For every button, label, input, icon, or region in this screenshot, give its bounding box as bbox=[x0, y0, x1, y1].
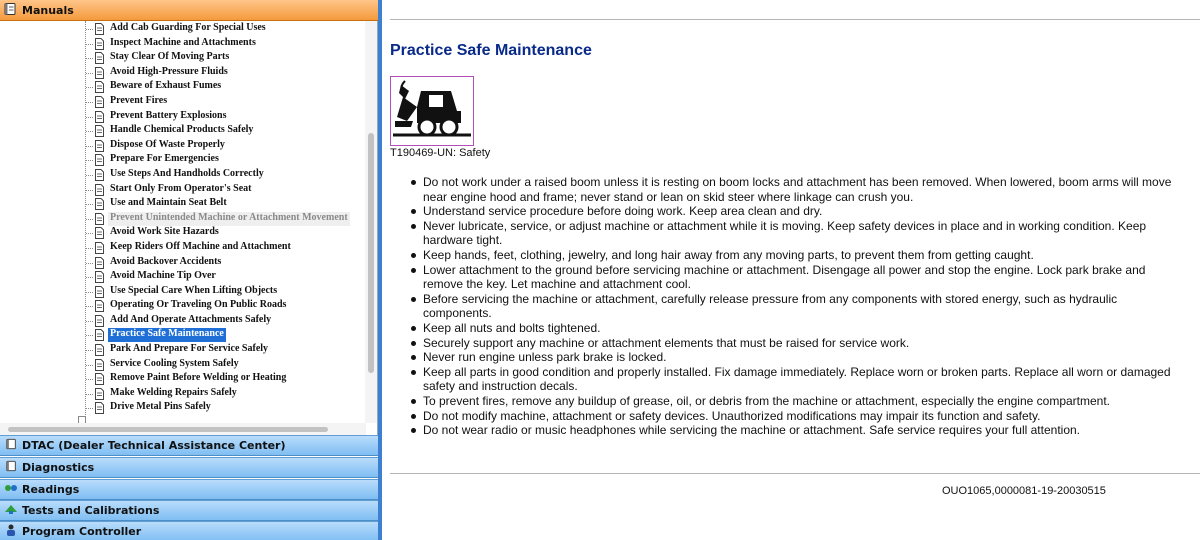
tree-item-label: Prepare For Emergencies bbox=[110, 153, 219, 165]
tree-connector bbox=[86, 29, 93, 30]
tree-item-label: Avoid Machine Tip Over bbox=[110, 270, 216, 282]
tree-item-label: Practice Safe Maintenance bbox=[108, 328, 226, 342]
tree-connector bbox=[86, 87, 93, 88]
figure-caption: T190469-UN: Safety bbox=[390, 147, 491, 159]
tree-item[interactable] bbox=[0, 314, 364, 329]
category-program-controller[interactable] bbox=[0, 521, 378, 540]
tree-item-label: Prevent Battery Explosions bbox=[110, 109, 227, 121]
document-icon bbox=[93, 125, 105, 137]
bullet-item: Keep hands, feet, clothing, jewelry, and long hair away from any moving parts, to prevent them from getting caught. bbox=[406, 248, 1200, 263]
document-icon bbox=[93, 198, 105, 210]
tree-connector bbox=[86, 204, 93, 205]
bullet-item: Never lubricate, service, or adjust machine or attachment while it is moving. Keep safety devices in place and in working condition. Keep bbox=[406, 219, 1200, 234]
tree-item[interactable] bbox=[0, 183, 364, 198]
tree-item[interactable] bbox=[0, 372, 364, 387]
tree-connector bbox=[86, 58, 93, 59]
tree-connector bbox=[86, 394, 93, 395]
bullet-item: Do not modify machine, attachment or safety devices. Unauthorized modifications may impair its function and safety. bbox=[406, 409, 1200, 424]
tree-item[interactable] bbox=[0, 197, 364, 212]
tree-item[interactable] bbox=[0, 285, 364, 300]
tree-connector bbox=[86, 233, 93, 234]
manuals-header-label: Manuals bbox=[22, 3, 74, 17]
tree-item[interactable] bbox=[0, 343, 364, 358]
tree-item[interactable] bbox=[0, 139, 364, 154]
tree-item[interactable] bbox=[0, 387, 364, 402]
document-icon bbox=[93, 23, 105, 35]
tree-item-label: Prevent Fires bbox=[110, 94, 168, 106]
document-icon bbox=[93, 373, 105, 385]
tree-item-list bbox=[0, 22, 364, 416]
tree-item-label: Keep Riders Off Machine and Attachment bbox=[110, 240, 291, 252]
bullet-item: safety and instruction decals. bbox=[423, 379, 578, 394]
document-icon bbox=[93, 257, 105, 269]
tree-item[interactable] bbox=[0, 270, 364, 285]
program-controller-icon bbox=[3, 524, 19, 539]
tree-item-label: Service Cooling System Safely bbox=[110, 357, 239, 369]
document-view bbox=[382, 0, 1200, 540]
tree-connector bbox=[86, 131, 93, 132]
tree-item-label: Add And Operate Attachments Safely bbox=[110, 313, 272, 325]
bullet-item: components. bbox=[423, 306, 492, 321]
bullet-item: To prevent fires, remove any buildup of grease, oil, or debris from the machine or attachment, especially the engine compartment. bbox=[406, 394, 1200, 409]
tree-item[interactable] bbox=[0, 299, 364, 314]
tree-item-label: Add Cab Guarding For Special Uses bbox=[110, 22, 266, 33]
document-icon bbox=[93, 96, 105, 108]
tree-connector bbox=[86, 102, 93, 103]
tree-item[interactable] bbox=[0, 226, 364, 241]
tree-item[interactable] bbox=[0, 212, 364, 227]
bullet-item: Never run engine unless park brake is locked. bbox=[406, 350, 1200, 365]
category-readings[interactable] bbox=[0, 479, 378, 500]
maintenance-bullet-list bbox=[406, 175, 1200, 438]
horizontal-scroll-thumb[interactable] bbox=[8, 427, 328, 432]
tree-vertical-scrollbar[interactable] bbox=[365, 21, 377, 423]
document-icon bbox=[93, 388, 105, 400]
vertical-scroll-thumb[interactable] bbox=[368, 133, 374, 373]
readings-icon bbox=[3, 482, 19, 497]
tree-item-label: Avoid Backover Accidents bbox=[110, 255, 222, 267]
tree-item[interactable] bbox=[0, 168, 364, 183]
bullet-item: Lower attachment to the ground before servicing machine or attachment. Disengage all power and stop the engine. Lock park brake and bbox=[406, 263, 1200, 278]
tree-item-label: Dispose Of Waste Properly bbox=[110, 138, 225, 150]
category-readings-label: Readings bbox=[22, 483, 80, 496]
tree-item-label: Beware of Exhaust Fumes bbox=[110, 80, 222, 92]
document-icon bbox=[93, 140, 105, 152]
tree-connector bbox=[86, 190, 93, 191]
manual-tree-view[interactable] bbox=[0, 21, 378, 435]
page-title: Practice Safe Maintenance bbox=[390, 42, 592, 59]
category-diagnostics[interactable] bbox=[0, 457, 378, 478]
tree-item-label: Drive Metal Pins Safely bbox=[110, 401, 211, 413]
document-icon bbox=[93, 213, 105, 225]
bullet-item: Do not wear radio or music headphones while servicing the machine or attachment. Safe service requires your full attention. bbox=[406, 423, 1200, 438]
tree-item-label: Handle Chemical Products Safely bbox=[110, 124, 254, 136]
tree-item-label: Make Welding Repairs Safely bbox=[110, 386, 237, 398]
document-icon bbox=[93, 154, 105, 166]
document-icon bbox=[93, 344, 105, 356]
tree-connector bbox=[86, 321, 93, 322]
left-navigation-pane bbox=[0, 0, 378, 540]
tests-icon bbox=[3, 503, 19, 518]
document-icon bbox=[93, 169, 105, 181]
tree-item[interactable] bbox=[0, 51, 364, 66]
tree-connector bbox=[86, 263, 93, 264]
document-icon bbox=[93, 402, 105, 414]
category-dtac[interactable] bbox=[0, 435, 378, 456]
tree-item-label: Remove Paint Before Welding or Heating bbox=[110, 372, 287, 384]
tree-item[interactable] bbox=[0, 328, 364, 343]
tree-item-label: Stay Clear Of Moving Parts bbox=[110, 51, 230, 63]
tree-item[interactable] bbox=[0, 95, 364, 110]
category-diagnostics-label: Diagnostics bbox=[22, 461, 95, 474]
document-icon bbox=[93, 227, 105, 239]
tree-item-label: Start Only From Operator's Seat bbox=[110, 182, 252, 194]
document-icon bbox=[93, 81, 105, 93]
document-icon bbox=[93, 300, 105, 312]
tree-item[interactable] bbox=[0, 256, 364, 271]
tree-connector bbox=[86, 73, 93, 74]
tree-item[interactable] bbox=[0, 401, 364, 416]
book-icon bbox=[3, 2, 17, 19]
tree-item-label: Use and Maintain Seat Belt bbox=[110, 197, 227, 209]
tree-connector bbox=[86, 306, 93, 307]
tree-connector bbox=[86, 350, 93, 351]
top-divider bbox=[390, 19, 1200, 20]
tree-connector bbox=[86, 379, 93, 380]
document-icon bbox=[93, 359, 105, 371]
bullet-item: remove the key. Let machine and attachment cool. bbox=[423, 277, 691, 292]
category-tests-label: Tests and Calibrations bbox=[22, 504, 160, 517]
tree-item-label: Park And Prepare For Service Safely bbox=[110, 343, 269, 355]
tree-item-label: Avoid High-Pressure Fluids bbox=[110, 65, 228, 77]
document-icon bbox=[93, 184, 105, 196]
document-icon bbox=[93, 38, 105, 50]
category-dtac-label: DTAC (Dealer Technical Assistance Center) bbox=[22, 439, 286, 452]
bottom-divider bbox=[390, 473, 1200, 474]
bullet-item: Keep all nuts and bolts tightened. bbox=[406, 321, 1200, 336]
tree-item-label: Avoid Work Site Hazards bbox=[110, 226, 219, 238]
tree-item[interactable] bbox=[0, 66, 364, 81]
tree-connector bbox=[86, 277, 93, 278]
category-tests-and-calibrations[interactable] bbox=[0, 500, 378, 521]
tree-item[interactable] bbox=[0, 110, 364, 125]
bullet-item: Do not work under a raised boom unless it is resting on boom locks and attachment has been removed. When lowered, boom arms will move bbox=[406, 175, 1200, 190]
bullet-item: Before servicing the machine or attachment, carefully release pressure from any components with stored energy, such as hydraulic bbox=[406, 292, 1200, 307]
bullet-item: Securely support any machine or attachment elements that must be raised for service work. bbox=[406, 336, 1200, 351]
bullet-item: Keep all parts in good condition and properly installed. Fix damage immediately. Replace worn or broken parts. Replace all worn or damaged bbox=[406, 365, 1200, 380]
category-program-controller-label: Program Controller bbox=[22, 525, 142, 538]
document-icon bbox=[93, 111, 105, 123]
tree-connector bbox=[86, 44, 93, 45]
tree-connector bbox=[86, 175, 93, 176]
document-icon bbox=[93, 242, 105, 254]
tree-item-label: Operating Or Traveling On Public Roads bbox=[110, 299, 287, 311]
tree-item-label: Prevent Unintended Machine or Attachment Movement bbox=[108, 212, 350, 226]
tree-connector bbox=[86, 365, 93, 366]
tree-item[interactable] bbox=[0, 241, 364, 256]
document-icon bbox=[93, 271, 105, 283]
document-icon bbox=[93, 52, 105, 64]
document-icon bbox=[93, 286, 105, 298]
tree-horizontal-scrollbar[interactable] bbox=[0, 423, 366, 435]
tree-item-label: Use Steps And Handholds Correctly bbox=[110, 167, 264, 179]
tree-item[interactable] bbox=[0, 358, 364, 373]
tree-connector bbox=[86, 219, 93, 220]
tree-item[interactable] bbox=[0, 153, 364, 168]
document-icon bbox=[93, 315, 105, 327]
bullet-item: hardware tight. bbox=[423, 233, 503, 248]
document-icon bbox=[93, 329, 105, 341]
tree-item-label: Use Special Care When Lifting Objects bbox=[110, 284, 278, 296]
book-icon bbox=[3, 438, 19, 453]
tree-item[interactable] bbox=[0, 22, 364, 37]
tree-connector bbox=[86, 146, 93, 147]
bullet-item: near engine hood and frame; never stand or lean on skid steer where linkage can crush you. bbox=[423, 189, 914, 204]
tree-connector bbox=[86, 408, 93, 409]
manuals-panel-header[interactable] bbox=[0, 0, 378, 21]
tree-item[interactable] bbox=[0, 80, 364, 95]
tree-connector bbox=[86, 117, 93, 118]
tree-connector bbox=[86, 292, 93, 293]
bullet-item: Understand service procedure before doing work. Keep area clean and dry. bbox=[406, 204, 1200, 219]
document-id: OUO1065,0000081-19-20030515 bbox=[942, 485, 1106, 497]
tree-connector bbox=[86, 160, 93, 161]
tree-item-label: Inspect Machine and Attachments bbox=[110, 36, 256, 48]
book-icon bbox=[3, 460, 19, 475]
tree-connector bbox=[86, 335, 93, 336]
safety-warning-icon[interactable] bbox=[390, 76, 474, 146]
document-icon bbox=[93, 67, 105, 79]
tree-item[interactable] bbox=[0, 37, 364, 52]
tree-item[interactable] bbox=[0, 124, 364, 139]
tree-connector bbox=[86, 248, 93, 249]
